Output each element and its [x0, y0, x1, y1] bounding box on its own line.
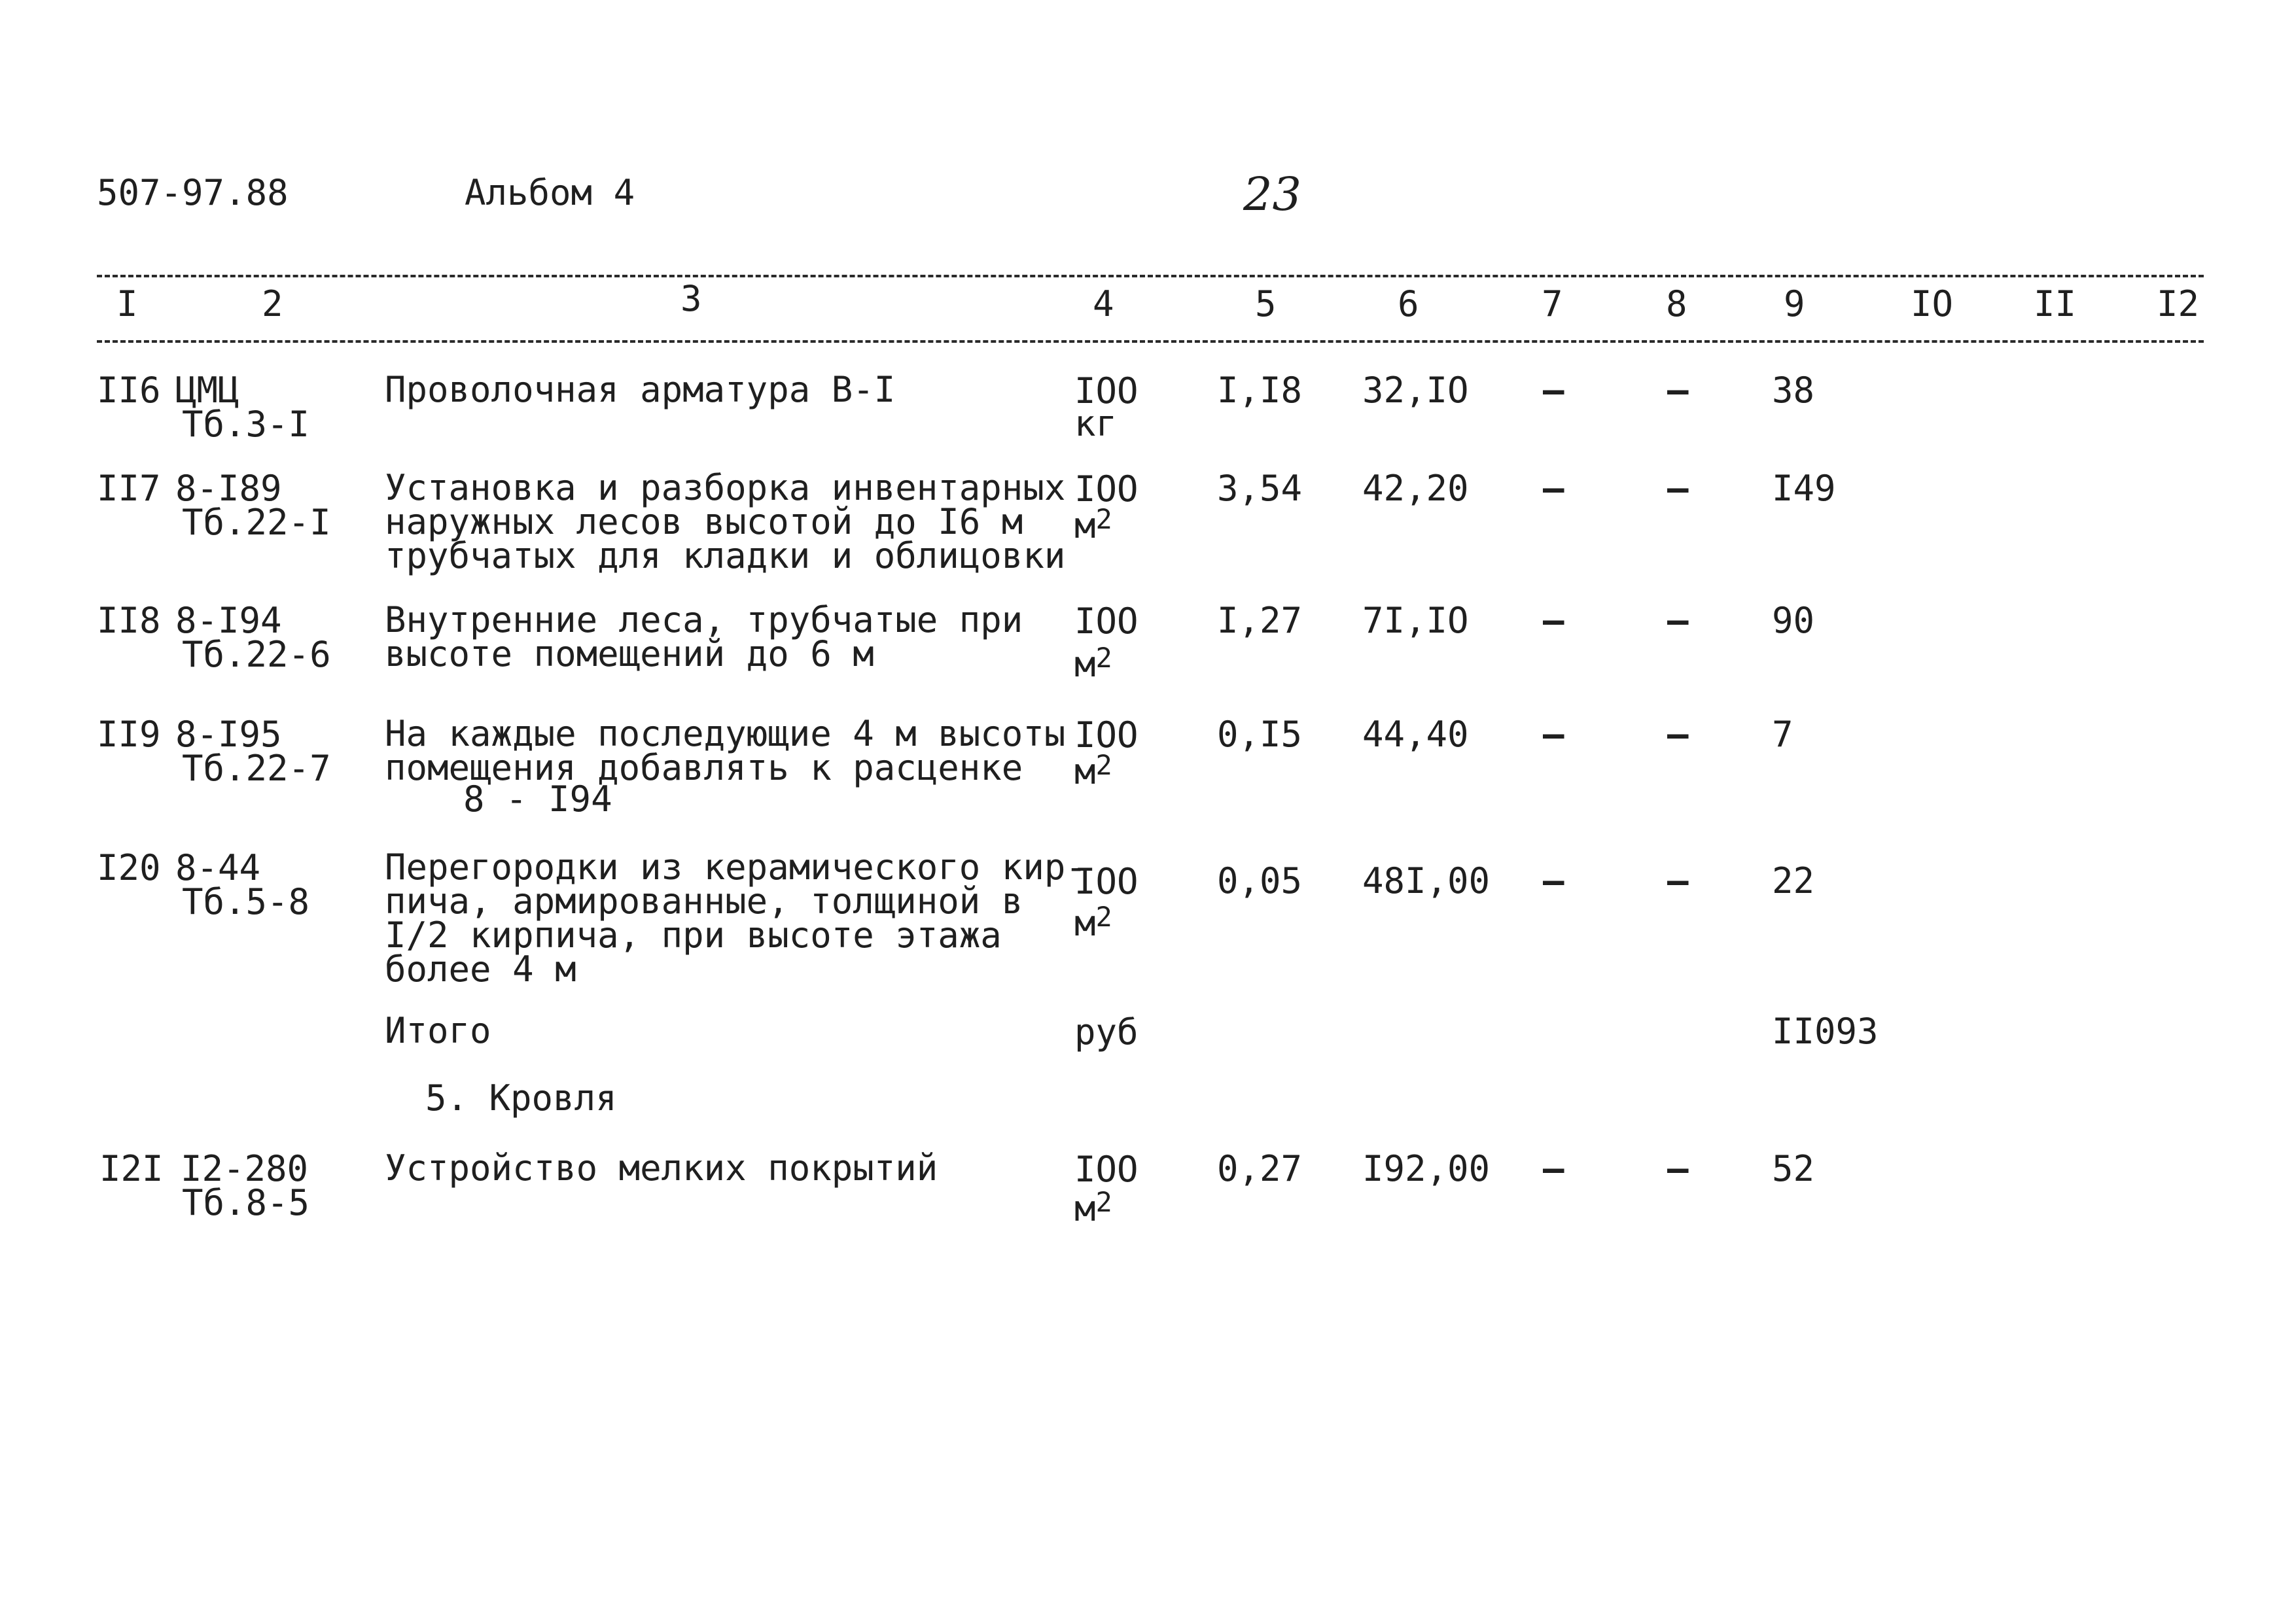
unit-letter: м [1074, 644, 1096, 685]
row-code: 8-I94 [175, 600, 282, 641]
unit-name [1074, 749, 1139, 792]
subtotal-total: II093 [1772, 1011, 1879, 1052]
row-number: II7 [97, 468, 161, 509]
row-unit [1074, 468, 1139, 546]
row-total: 52 [1772, 1148, 1815, 1189]
row-unit [1074, 1151, 1139, 1227]
row-col8: – [1667, 714, 1689, 755]
description-line: Проволочная арматура В-I [385, 369, 896, 410]
unit-value: IOO [1074, 468, 1139, 510]
row-code: 8-I89 [175, 468, 282, 509]
col-header-3: 3 [680, 278, 702, 319]
row-number: I20 [97, 847, 161, 888]
row-code: 8-44 [175, 847, 261, 888]
description-line: Перегородки из керамического кир- [385, 846, 1087, 888]
unit-value: IOO [1074, 370, 1139, 411]
row-col7: – [1543, 600, 1564, 641]
row-price: 32,IO [1362, 370, 1469, 411]
description-line: 8 - I94 [463, 778, 612, 820]
row-col7: – [1543, 370, 1564, 411]
col-header-9: 9 [1784, 283, 1805, 324]
row-code-ref: Тб.5-8 [182, 881, 310, 922]
description-line: I/2 кирпича, при высоте этажа [385, 915, 1002, 956]
row-col8: – [1667, 860, 1689, 901]
description-line: Внутренние леса, трубчатые при [385, 599, 1023, 640]
col-header-8: 8 [1666, 283, 1687, 324]
row-number: I2I [99, 1148, 164, 1189]
row-unit [1074, 370, 1139, 444]
row-quantity: 0,05 [1217, 860, 1303, 901]
row-price: 42,20 [1362, 468, 1469, 509]
row-description [385, 713, 1066, 820]
header-rule-top [97, 275, 2204, 277]
col-header-12: I2 [2157, 283, 2200, 324]
row-code-ref: Тб.22-6 [182, 634, 331, 675]
unit-exponent: 2 [1095, 1186, 1112, 1218]
unit-name [1074, 901, 1139, 944]
row-col7: – [1543, 714, 1564, 755]
row-quantity: 0,27 [1217, 1148, 1303, 1189]
row-unit [1074, 603, 1139, 683]
row-description [385, 846, 1087, 990]
col-header-5: 5 [1255, 283, 1277, 324]
row-code-ref: Тб.8-5 [182, 1182, 310, 1223]
page-number: 23 [1243, 167, 1302, 221]
subtotal-unit: руб [1074, 1011, 1139, 1053]
section-title: 5. Кровля [425, 1077, 617, 1119]
row-number: II6 [97, 370, 161, 411]
col-header-6: 6 [1398, 283, 1419, 324]
row-description [385, 467, 1066, 576]
row-description [385, 599, 1023, 674]
description-line: Устройство мелких покрытий [385, 1147, 938, 1189]
row-total: 90 [1772, 600, 1815, 641]
row-col7: – [1543, 468, 1564, 509]
description-line: высоте помещений до 6 м [385, 633, 874, 674]
row-code: ЦМЦ [175, 370, 239, 411]
unit-value: IOO [1074, 1149, 1139, 1190]
row-price: 44,40 [1362, 714, 1469, 755]
row-price: 7I,IO [1362, 600, 1469, 641]
col-header-2: 2 [262, 283, 283, 324]
album-label: Альбом 4 [465, 172, 635, 213]
description-line: На каждые последующие 4 м высоты [385, 713, 1066, 754]
row-number: II8 [97, 600, 161, 641]
doc-code: 507-97.88 [97, 172, 289, 213]
row-total: 22 [1772, 860, 1815, 901]
row-unit [1074, 714, 1139, 792]
header-rule-bottom [97, 340, 2204, 343]
row-unit [1074, 861, 1139, 944]
row-total: 38 [1772, 370, 1815, 411]
unit-value: IOO [1074, 714, 1139, 756]
unit-exponent: 2 [1095, 503, 1112, 535]
unit-letter: м [1074, 903, 1096, 944]
description-line: Установка и разборка инвентарных [385, 467, 1066, 508]
row-code: I2-280 [181, 1148, 309, 1189]
row-code-ref: Тб.22-7 [182, 748, 331, 789]
row-col7: – [1543, 860, 1564, 901]
row-col8: – [1667, 370, 1689, 411]
row-total: 7 [1772, 714, 1793, 755]
description-line: трубчатых для кладки и облицовки [385, 535, 1066, 576]
row-price: I92,00 [1362, 1148, 1491, 1189]
col-header-11: II [2034, 283, 2077, 324]
row-quantity: 3,54 [1217, 468, 1303, 509]
unit-name [1074, 1186, 1139, 1229]
row-quantity: I,I8 [1217, 370, 1303, 411]
unit-exponent: 2 [1095, 642, 1112, 674]
row-price: 48I,00 [1362, 860, 1491, 901]
row-code-ref: Тб.22-I [182, 502, 331, 543]
description-line: пича, армированные, толщиной в [385, 881, 1023, 922]
unit-letter: м [1074, 1188, 1096, 1229]
unit-name [1074, 503, 1139, 546]
row-description [385, 1147, 938, 1189]
row-total: I49 [1772, 468, 1836, 509]
row-col8: – [1667, 468, 1689, 509]
unit-name [1074, 642, 1139, 685]
unit-value: IOO [1074, 861, 1139, 902]
description-line: помещения добавлять к расценке [385, 747, 1023, 788]
col-header-1: I [116, 283, 138, 324]
unit-letter: м [1074, 751, 1096, 792]
col-header-7: 7 [1542, 283, 1563, 324]
col-header-10: IO [1911, 283, 1954, 324]
row-quantity: I,27 [1217, 600, 1303, 641]
description-line: наружных лесов высотой до I6 м [385, 501, 1023, 542]
unit-name: кг [1074, 403, 1118, 444]
unit-exponent: 2 [1095, 749, 1112, 781]
row-col8: – [1667, 600, 1689, 641]
unit-value: IOO [1074, 601, 1139, 642]
unit-exponent: 2 [1095, 901, 1112, 933]
subtotal-label: Итого [385, 1010, 491, 1051]
row-quantity: 0,I5 [1217, 714, 1303, 755]
row-description [385, 369, 896, 410]
row-col8: – [1667, 1148, 1689, 1189]
row-number: II9 [97, 714, 161, 755]
description-line: более 4 м [385, 949, 576, 990]
col-header-4: 4 [1093, 283, 1114, 324]
unit-letter: м [1074, 505, 1096, 546]
row-code: 8-I95 [175, 714, 282, 755]
row-code-ref: Тб.3-I [182, 404, 310, 445]
row-col7: – [1543, 1148, 1564, 1189]
